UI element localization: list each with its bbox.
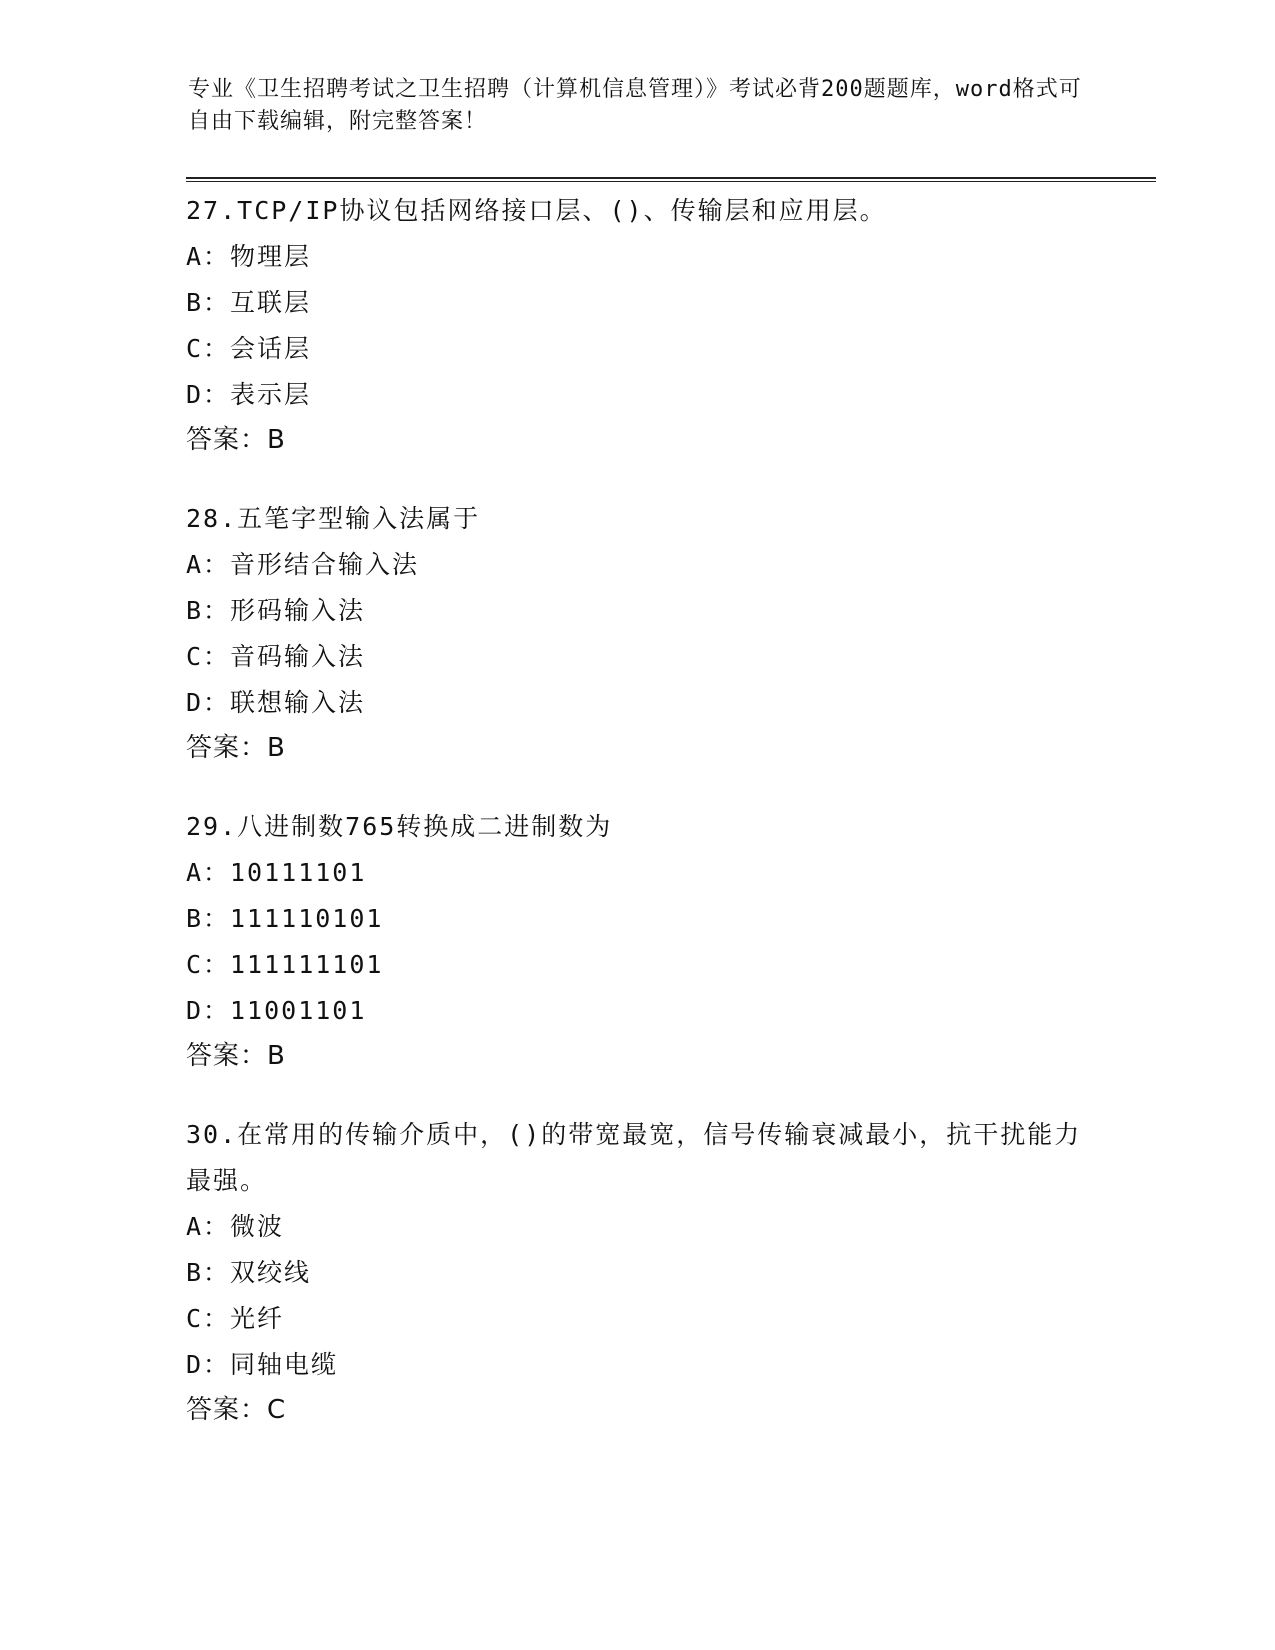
option-text: 双绞线 <box>230 1258 312 1287</box>
answer-line: 答案：C <box>186 1395 287 1425</box>
option-letter: C： <box>186 642 231 671</box>
question-stem: 27.TCP/IP协议包括网络接口层、()、传输层和应用层。 <box>186 196 887 225</box>
option-text: 光纤 <box>230 1304 285 1333</box>
option-d <box>186 988 1086 1034</box>
option-letter: C： <box>186 1304 231 1333</box>
question-stem: 30.在常用的传输介质中，()的带宽最宽，信号传输衰减最小，抗干扰能力最强。 <box>186 1120 1082 1195</box>
option-text: 会话层 <box>230 334 312 363</box>
option-letter: C： <box>186 950 231 979</box>
question-item <box>186 188 1086 462</box>
option-text: 音码输入法 <box>230 642 366 671</box>
option-c <box>186 326 1086 372</box>
answer-line: 答案：B <box>186 733 286 763</box>
option-letter: B： <box>186 904 231 933</box>
option-letter: D： <box>186 688 231 717</box>
option-b <box>186 896 1086 942</box>
option-a <box>186 542 1086 588</box>
question-item <box>186 1112 1086 1432</box>
option-text: 联想输入法 <box>230 688 366 717</box>
option-text: 同轴电缆 <box>230 1350 339 1379</box>
option-d <box>186 680 1086 726</box>
option-letter: B： <box>186 596 231 625</box>
option-b <box>186 588 1086 634</box>
option-letter: A： <box>186 550 231 579</box>
option-c <box>186 634 1086 680</box>
option-text: 物理层 <box>230 242 312 271</box>
header-divider <box>186 177 1156 182</box>
option-letter: D： <box>186 380 231 409</box>
option-letter: A： <box>186 858 231 887</box>
option-text: 111111101 <box>230 950 384 979</box>
question-item <box>186 804 1086 1078</box>
option-b <box>186 1250 1086 1296</box>
option-text: 音形结合输入法 <box>230 550 420 579</box>
option-letter: B： <box>186 1258 231 1287</box>
question-item <box>186 496 1086 770</box>
option-text: 表示层 <box>230 380 312 409</box>
document-header: 专业《卫生招聘考试之卫生招聘（计算机信息管理）》考试必背200题题库，word格式可自由下载编辑，附完整答案！ <box>188 77 1082 134</box>
option-letter: D： <box>186 1350 231 1379</box>
option-text: 互联层 <box>230 288 312 317</box>
option-letter: B： <box>186 288 231 317</box>
option-c <box>186 1296 1086 1342</box>
option-a <box>186 1204 1086 1250</box>
option-letter: D： <box>186 996 231 1025</box>
option-text: 111110101 <box>230 904 384 933</box>
question-list <box>186 188 1086 1466</box>
option-d <box>186 372 1086 418</box>
answer-line: 答案：B <box>186 425 286 455</box>
option-letter: A： <box>186 1212 231 1241</box>
option-text: 形码输入法 <box>230 596 366 625</box>
option-a <box>186 850 1086 896</box>
question-stem: 29.八进制数765转换成二进制数为 <box>186 812 613 841</box>
option-text: 微波 <box>230 1212 285 1241</box>
option-b <box>186 280 1086 326</box>
option-text: 11001101 <box>230 996 367 1025</box>
option-c <box>186 942 1086 988</box>
option-letter: C： <box>186 334 231 363</box>
option-text: 10111101 <box>230 858 367 887</box>
option-d <box>186 1342 1086 1388</box>
option-a <box>186 234 1086 280</box>
question-stem: 28.五笔字型输入法属于 <box>186 504 481 533</box>
option-letter: A： <box>186 242 231 271</box>
answer-line: 答案：B <box>186 1041 286 1071</box>
